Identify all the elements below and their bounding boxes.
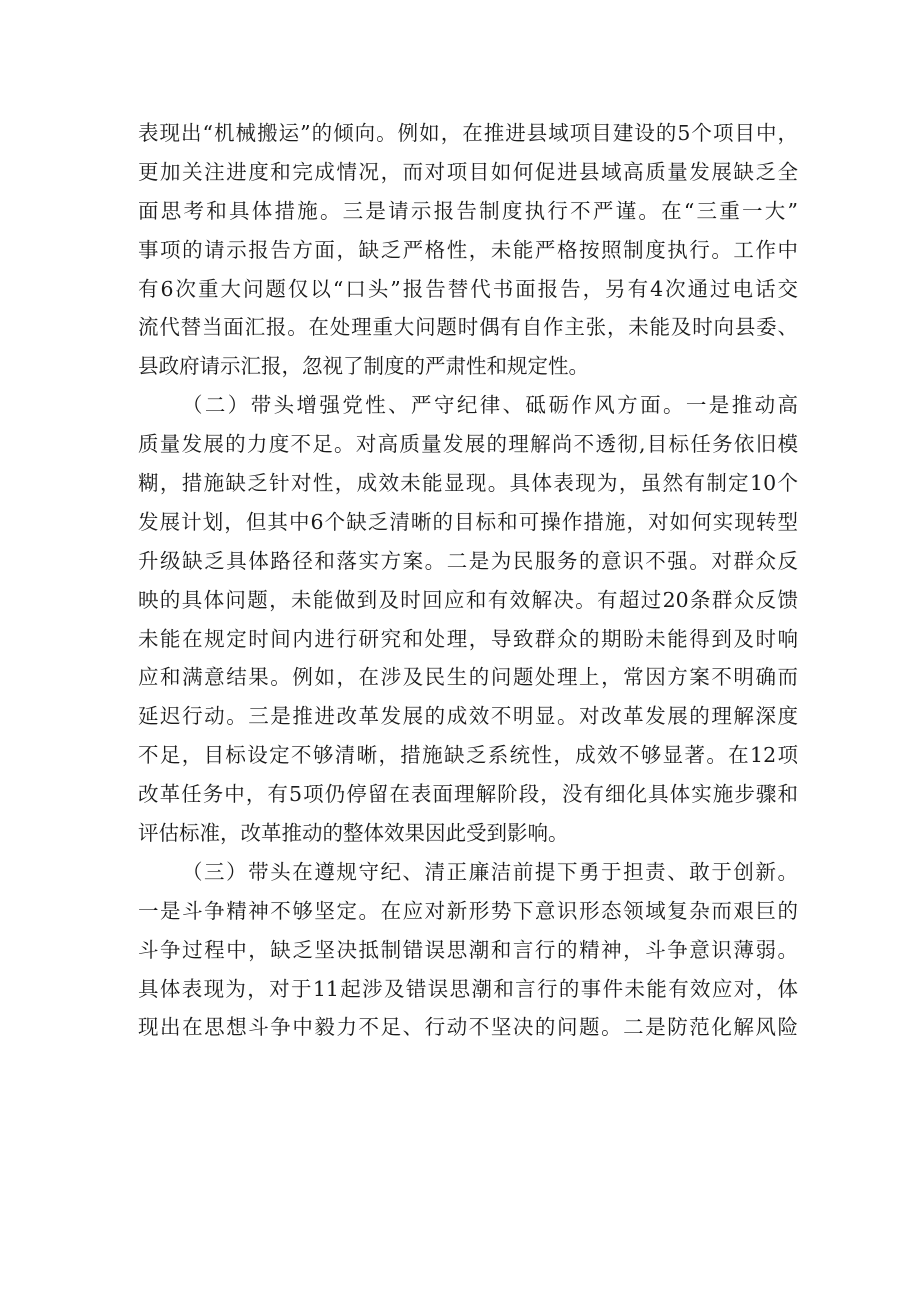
paragraph-heading-line: （三）带头在遵规守纪、清正廉洁前提下勇于担责、敢于创新。 xyxy=(182,859,798,884)
text-line: 具体表现为，对于11起涉及错误思潮和言行的事件未能有效应对，体 xyxy=(138,976,798,1001)
text-line: 延迟行动。三是推进改革发展的成效不明显。对改革发展的理解深度 xyxy=(138,704,798,729)
text-line: 发展计划，但其中6个缺乏清晰的目标和可操作措施，对如何实现转型 xyxy=(138,509,798,534)
text-line: 一是斗争精神不够坚定。在应对新形势下意识形态领域复杂而艰巨的 xyxy=(138,898,798,923)
text-line: 更加关注进度和完成情况，而对项目如何促进县域高质量发展缺乏全 xyxy=(138,159,798,184)
paragraph-1 xyxy=(138,114,798,386)
text-line: 斗争过程中，缺乏坚决抵制错误思潮和言行的精神，斗争意识薄弱。 xyxy=(138,937,798,962)
text-line: 现出在思想斗争中毅力不足、行动不坚决的问题。二是防范化解风险 xyxy=(138,1015,798,1040)
paragraph-2 xyxy=(138,386,798,853)
text-line: 流代替当面汇报。在处理重大问题时偶有自作主张，未能及时向县委、 xyxy=(138,315,798,340)
paragraph-3 xyxy=(138,853,798,1047)
text-line: 质量发展的力度不足。对高质量发展的理解尚不透彻,目标任务依旧模 xyxy=(138,432,798,457)
text-line: 升级缺乏具体路径和落实方案。二是为民服务的意识不强。对群众反 xyxy=(138,548,798,573)
text-line: 有6次重大问题仅以“口头”报告替代书面报告，另有4次通过电话交 xyxy=(138,276,798,301)
text-line: 评估标准，改革推动的整体效果因此受到影响。 xyxy=(138,821,569,846)
text-line: 事项的请示报告方面，缺乏严格性，未能严格按照制度执行。工作中 xyxy=(138,237,798,262)
text-line: 未能在规定时间内进行研究和处理，导致群众的期盼未能得到及时响 xyxy=(138,626,798,651)
text-line: 糊，措施缺乏针对性，成效未能显现。具体表现为，虽然有制定10个 xyxy=(138,471,798,496)
document-body xyxy=(138,114,798,1047)
text-line: 改革任务中，有5项仍停留在表面理解阶段，没有细化具体实施步骤和 xyxy=(138,782,798,807)
paragraph-heading-line: （二）带头增强党性、严守纪律、砥砺作风方面。一是推动高 xyxy=(182,393,798,418)
text-line: 面思考和具体措施。三是请示报告制度执行不严谨。在“三重一大” xyxy=(138,198,798,223)
text-line: 表现出“机械搬运”的倾向。例如，在推进县域项目建设的5个项目中， xyxy=(138,121,798,145)
text-line: 不足，目标设定不够清晰，措施缺乏系统性，成效不够显著。在12项 xyxy=(138,743,798,768)
text-line: 县政府请示汇报，忽视了制度的严肃性和规定性。 xyxy=(138,354,589,379)
text-line: 映的具体问题，未能做到及时回应和有效解决。有超过20条群众反馈 xyxy=(138,587,798,612)
text-line: 应和满意结果。例如，在涉及民生的问题处理上，常因方案不明确而 xyxy=(138,665,798,690)
